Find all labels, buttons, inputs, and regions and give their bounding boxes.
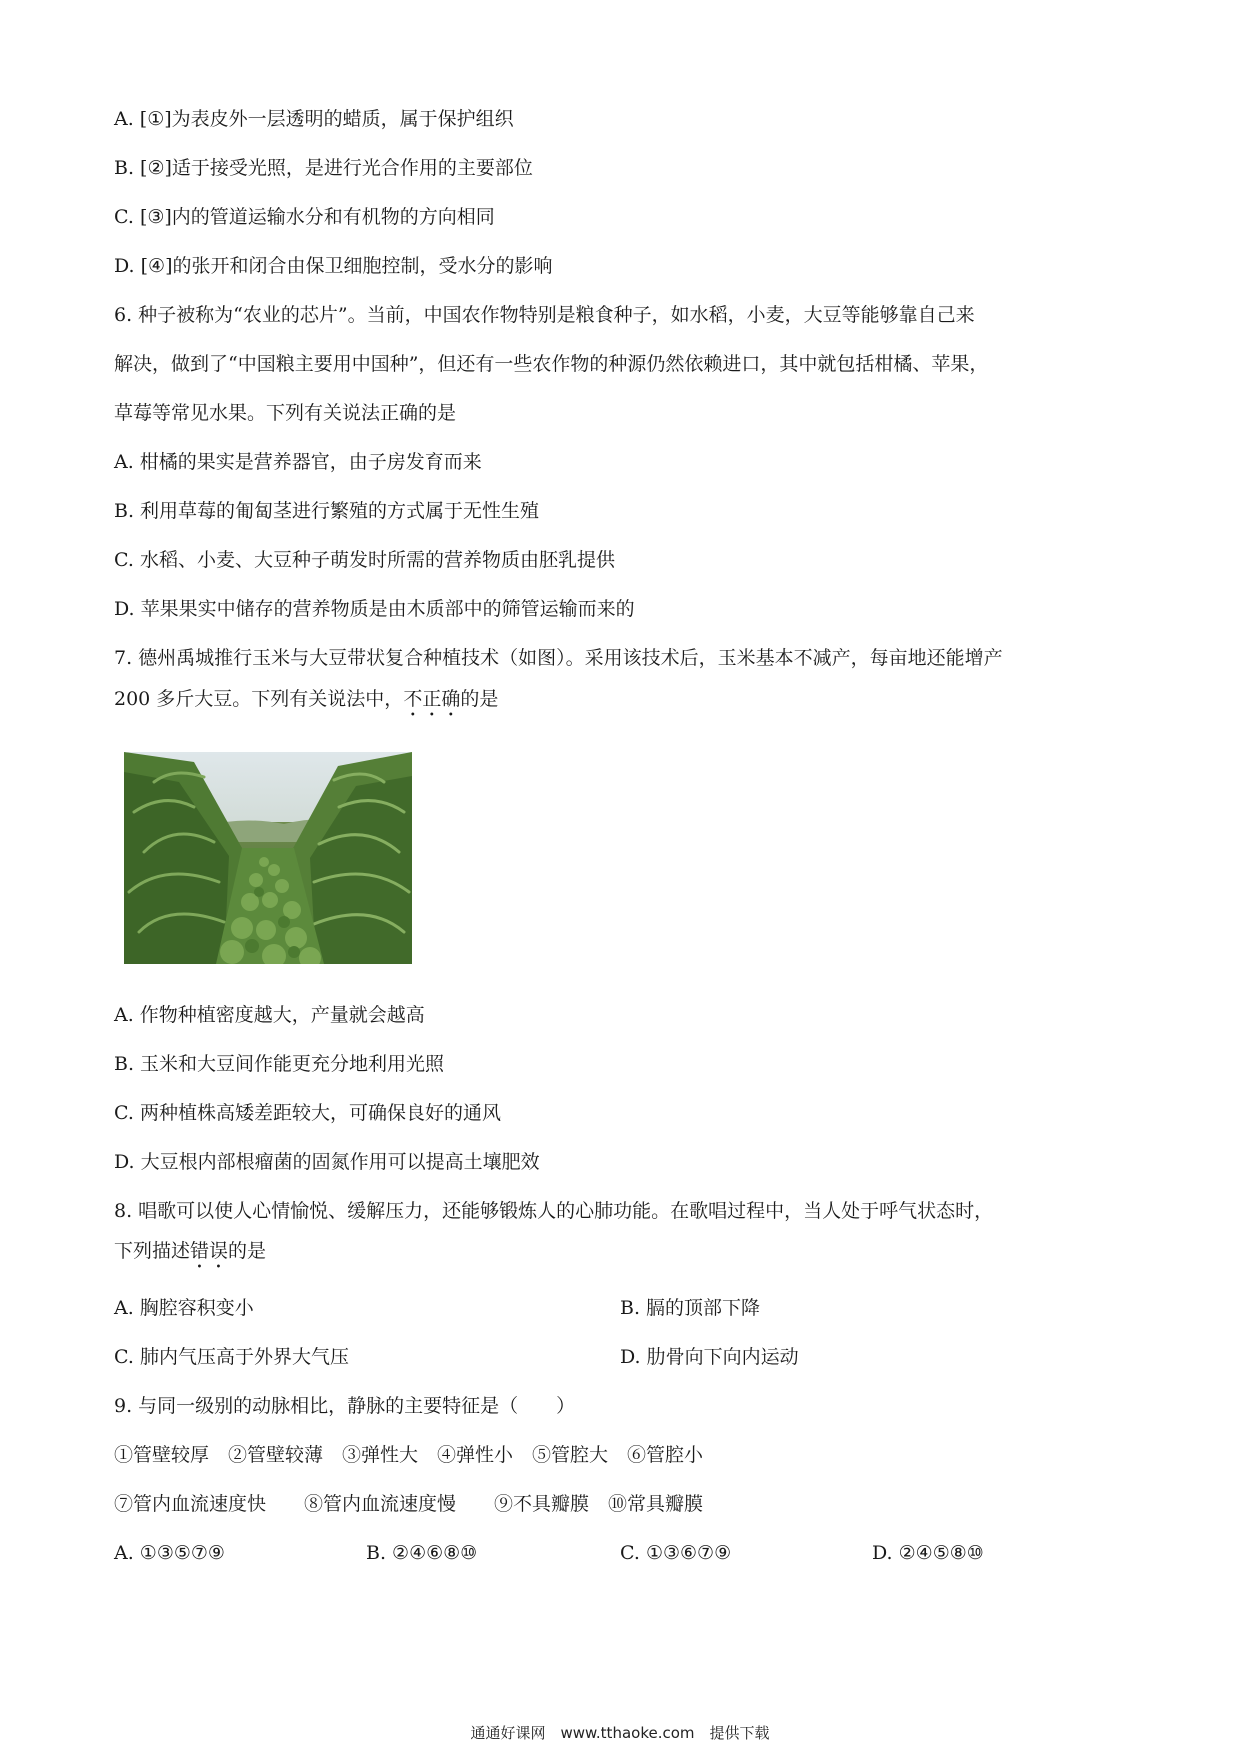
q5-option-b: B. [②]适于接受光照，是进行光合作用的主要部位	[114, 157, 533, 179]
corn-soybean-field-photo	[124, 752, 412, 964]
q9-stem: 9. 与同一级别的动脉相比，静脉的主要特征是（ ）	[114, 1395, 576, 1417]
q8-option-d: D. 肋骨向下向内运动	[620, 1346, 799, 1368]
q7-option-b: B. 玉米和大豆间作能更充分地利用光照	[114, 1053, 445, 1075]
page-footer: 通通好课网 www.tthaoke.com 提供下载	[470, 1724, 770, 1742]
q7-stem-line-1: 7. 德州禹城推行玉米与大豆带状复合种植技术（如图）。采用该技术后，玉米基本不减产，每亩地还能增产	[114, 647, 1003, 669]
q8-option-c: C. 肺内气压高于外界大气压	[114, 1346, 349, 1368]
q8-option-b: B. 膈的顶部下降	[620, 1297, 761, 1319]
q6-option-c: C. 水稻、小麦、大豆种子萌发时所需的营养物质由胚乳提供	[114, 549, 615, 571]
q7-option-a: A. 作物种植密度越大，产量就会越高	[114, 1004, 425, 1026]
q9-option-c: C. ①③⑥⑦⑨	[620, 1542, 732, 1564]
q7-stem-line-2	[114, 686, 498, 721]
q8-stem-line-2	[114, 1238, 266, 1273]
q9-option-a: A. ①③⑤⑦⑨	[114, 1542, 225, 1564]
q8-emphasis-wrong: 错误	[190, 1240, 229, 1262]
q7-emphasis-not-correct: 不正确	[403, 688, 461, 710]
q5-option-d: D. [④]的张开和闭合由保卫细胞控制，受水分的影响	[114, 255, 553, 277]
q7-option-c: C. 两种植株高矮差距较大，可确保良好的通风	[114, 1102, 501, 1124]
q6-stem-line-3: 草莓等常见水果。下列有关说法正确的是	[114, 402, 457, 424]
q7-option-d: D. 大豆根内部根瘤菌的固氮作用可以提高土壤肥效	[114, 1151, 540, 1173]
q8-stem-suffix: 的是	[228, 1240, 267, 1262]
q8-stem-prefix: 下列描述	[114, 1240, 191, 1262]
q7-stem-suffix: 的是	[460, 688, 499, 710]
q6-option-d: D. 苹果果实中储存的营养物质是由木质部中的筛管运输而来的	[114, 598, 635, 620]
q9-option-d: D. ②④⑤⑧⑩	[872, 1542, 984, 1564]
q8-stem-line-1: 8. 唱歌可以使人心情愉悦、缓解压力，还能够锻炼人的心肺功能。在歌唱过程中，当人处于呼气状态时，	[114, 1200, 994, 1222]
q9-features-line-1: ①管壁较厚 ②管壁较薄 ③弹性大 ④弹性小 ⑤管腔大 ⑥管腔小	[114, 1444, 704, 1466]
q6-option-b: B. 利用草莓的匍匐茎进行繁殖的方式属于无性生殖	[114, 500, 540, 522]
q6-stem-line-2: 解决，做到了“中国粮主要用中国种”，但还有一些农作物的种源仍然依赖进口，其中就包括柑橘、苹果，	[114, 353, 989, 375]
q6-option-a: A. 柑橘的果实是营养器官，由子房发育而来	[114, 451, 482, 473]
q5-option-a: A. [①]为表皮外一层透明的蜡质，属于保护组织	[114, 108, 514, 130]
q9-features-line-2: ⑦管内血流速度快 ⑧管内血流速度慢 ⑨不具瓣膜 ⑩常具瓣膜	[114, 1493, 704, 1515]
q6-stem-line-1: 6. 种子被称为“农业的芯片”。当前，中国农作物特别是粮食种子，如水稻，小麦，大豆等能够靠自己来	[114, 304, 975, 326]
q9-option-b: B. ②④⑥⑧⑩	[366, 1542, 478, 1564]
q7-stem-prefix: 200 多斤大豆。下列有关说法中，	[114, 688, 404, 710]
q5-option-c: C. [③]内的管道运输水分和有机物的方向相同	[114, 206, 495, 228]
q8-option-a: A. 胸腔容积变小	[114, 1297, 254, 1319]
